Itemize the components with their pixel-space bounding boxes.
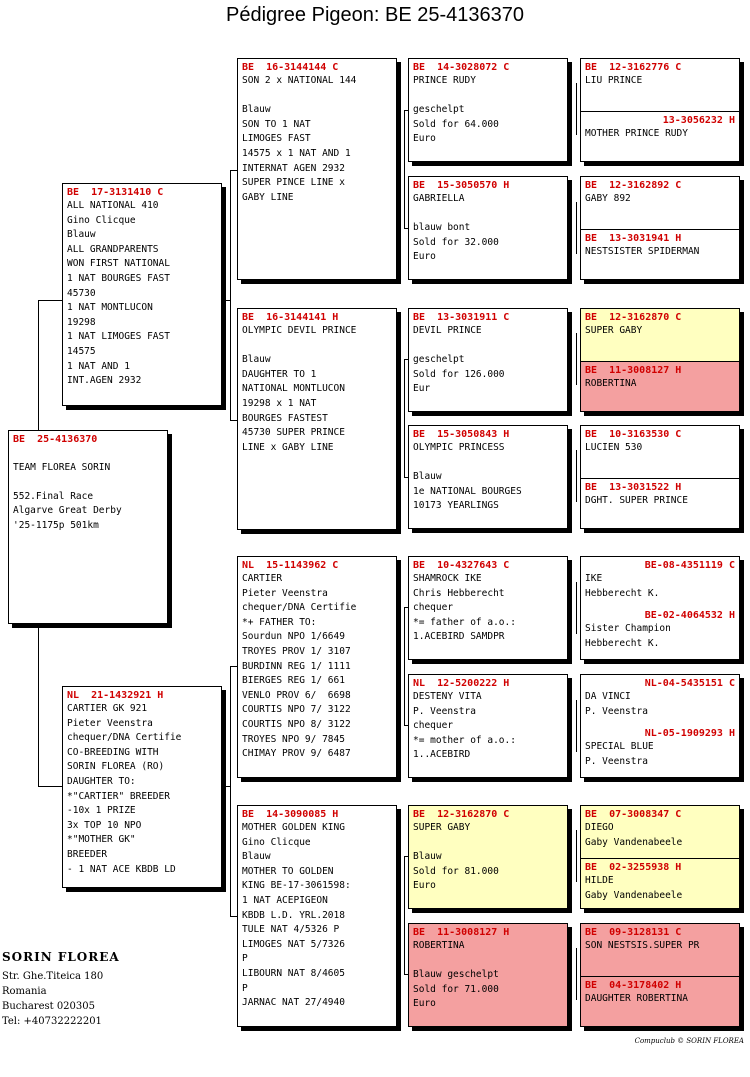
ancestor-pair-card xyxy=(580,176,740,280)
ring-number: BE 02-3255938 H xyxy=(585,862,682,873)
connector-line xyxy=(404,359,405,477)
ring-number: BE-08-4351119 C xyxy=(644,560,735,571)
pigeon-details: MOTHER GOLDEN KING Gino Clicque Blauw MOTHER TO GOLDEN KING BE-17-3061598: 1 NAT ACEPIGEON KBDB L.D. YRL.2018 TULE NAT 4/5326 P LIMOGES NAT 5/7326 P LIBOURN NAT 8/4605 P JARNAC NAT 27/4940 xyxy=(242,822,351,1009)
connector-line xyxy=(404,110,405,228)
connector-line xyxy=(576,948,577,1000)
connector-line xyxy=(576,830,577,882)
pigeon-details: SON NESTSIS.SUPER PR xyxy=(585,940,700,951)
connector-line xyxy=(230,170,231,420)
sire-dam-card xyxy=(237,308,397,530)
ring-number: BE 04-3178402 H xyxy=(585,980,682,991)
ancestor-pair-card xyxy=(580,58,740,162)
ring-number: BE 10-3163530 C xyxy=(585,429,682,440)
ring-number: BE 11-3008127 H xyxy=(585,365,682,376)
pigeon-details: NESTSISTER SPIDERMAN xyxy=(585,246,700,257)
connector-line xyxy=(38,300,39,433)
pigeon-details: LUCIEN 530 xyxy=(585,442,643,453)
ring-number: BE-02-4064532 H xyxy=(644,610,735,621)
connector-line xyxy=(230,916,237,917)
dam-sire-dam-card xyxy=(408,674,568,778)
ancestor-pair-card xyxy=(580,674,740,778)
owner-address: Str. Ghe.Titeica 180 Romania Bucharest 020305 Tel: +40732222201 xyxy=(2,971,104,1027)
footer-credit: Compuclub © SORIN FLOREA xyxy=(634,1037,744,1045)
ring-number: NL 12-5200222 H xyxy=(413,678,510,689)
connector-line xyxy=(38,786,62,787)
ring-number: BE 07-3008347 C xyxy=(585,809,682,820)
ring-number: NL 15-1143962 C xyxy=(242,560,339,571)
ring-number: BE 13-3031911 C xyxy=(413,312,510,323)
connector-line xyxy=(222,300,231,301)
pigeon-details: CARTIER Pieter Veenstra chequer/DNA Certifie *+ FATHER TO: Sourdun NPO 1/6649 TROYES PROV 1/ 3107 BURDINN REG 1/ 1111 BIERGES REG 1/ 661 VENLO PROV 6/ 6698 COURTIS NPO 7/ 3122 COURTIS NPO 8/ 3122 TROYES NPO 9/ 7845 CHIMAY PROV 9/ 6487 xyxy=(242,573,357,760)
owner-name: SORIN FLOREA xyxy=(2,950,120,964)
pigeon-details: Sister Champion Hebberecht K. xyxy=(585,623,671,649)
pigeon-details: SON 2 x NATIONAL 144 Blauw SON TO 1 NAT LIMOGES FAST 14575 x 1 NAT AND 1 INTERNAT AGEN 2932 SUPER PINCE LINE x GABY LINE xyxy=(242,75,357,203)
connector-line xyxy=(38,300,62,301)
pigeon-details: SUPER GABY xyxy=(585,325,643,336)
connector-line xyxy=(230,666,237,667)
dam-sire-card xyxy=(237,556,397,778)
pigeon-details: DA VINCI P. Veenstra xyxy=(585,691,648,717)
ancestor-pair-card xyxy=(580,556,740,660)
connector-line xyxy=(38,624,39,786)
connector-line xyxy=(576,450,577,502)
ring-number: BE 12-3162892 C xyxy=(585,180,682,191)
pigeon-details: DESTENY VITA P. Veenstra chequer *= mother of a.o.: 1..ACEBIRD xyxy=(413,691,516,761)
pigeon-details: LIU PRINCE xyxy=(585,75,643,86)
ancestor-pair-card xyxy=(580,805,740,909)
connector-line xyxy=(404,607,405,725)
dam-dam-dam-card xyxy=(408,923,568,1027)
ancestor-pair-card xyxy=(580,308,740,412)
pigeon-details: PRINCE RUDY geschelpt Sold for 64.000 Euro xyxy=(413,75,499,145)
connector-line xyxy=(576,700,577,752)
sire-sire-card xyxy=(237,58,397,280)
dam-dam-card xyxy=(237,805,397,1027)
subject-pigeon-card xyxy=(8,430,168,624)
dam-dam-sire-card xyxy=(408,805,568,909)
ring-number: NL-05-1909293 H xyxy=(644,728,735,739)
ring-number: BE 15-3050843 H xyxy=(413,429,510,440)
connector-line xyxy=(230,666,231,916)
connector-line xyxy=(576,83,577,135)
ring-number: BE 12-3162870 C xyxy=(585,312,682,323)
pigeon-details: DGHT. SUPER PRINCE xyxy=(585,495,688,506)
pigeon-details: SUPER GABY Blauw Sold for 81.000 Euro xyxy=(413,822,499,892)
ancestor-pair-card xyxy=(580,923,740,1027)
pigeon-details: DIEGO Gaby Vandenabeele xyxy=(585,822,683,848)
owner-info xyxy=(2,950,120,1029)
dam-sire-sire-card xyxy=(408,556,568,660)
pigeon-details: IKE Hebberecht K. xyxy=(585,573,660,599)
ring-number: BE 14-3028072 C xyxy=(413,62,510,73)
pigeon-details: ALL NATIONAL 410 Gino Clicque Blauw ALL GRANDPARENTS WON FIRST NATIONAL 1 NAT BOURGES FAST 45730 1 NAT MONTLUCON 19298 1 NAT LIMOGES FAST 14575 1 NAT AND 1 INT.AGEN 2932 xyxy=(67,200,170,387)
pigeon-details: GABRIELLA blauw bont Sold for 32.000 Euro xyxy=(413,193,499,263)
page-title: Pédigree Pigeon: BE 25-4136370 xyxy=(225,4,524,26)
sire-card xyxy=(62,183,222,406)
connector-line xyxy=(404,856,405,974)
ring-number: 13-3056232 H xyxy=(662,115,735,126)
ring-number: BE 25-4136370 xyxy=(13,434,98,445)
sire-sire-sire-card xyxy=(408,58,568,162)
pigeon-details: GABY 892 xyxy=(585,193,631,204)
ring-number: NL 21-1432921 H xyxy=(67,690,164,701)
ring-number: BE 17-3131410 C xyxy=(67,187,164,198)
pigeon-details: SHAMROCK IKE Chris Hebberecht chequer *= father of a.o.: 1.ACEBIRD SAMDPR xyxy=(413,573,516,643)
pigeon-details: HILDE Gaby Vandenabeele xyxy=(585,875,683,901)
ring-number: BE 09-3128131 C xyxy=(585,927,682,938)
ancestor-pair-card xyxy=(580,425,740,529)
ring-number: BE 13-3031522 H xyxy=(585,482,682,493)
sire-sire-dam-card xyxy=(408,176,568,280)
pigeon-details: OLYMPIC DEVIL PRINCE Blauw DAUGHTER TO 1 NATIONAL MONTLUCON 19298 x 1 NAT BOURGES FASTEST 45730 SUPER PRINCE LINE x GABY LINE xyxy=(242,325,357,453)
pigeon-details: CARTIER GK 921 Pieter Veenstra chequer/DNA Certifie CO-BREEDING WITH SORIN FLOREA (RO) DAUGHTER TO: *"CARTIER" BREEDER -10x 1 PRIZE 3x TOP 10 NPO *"MOTHER GK" BREEDER - 1 NAT ACE KBDB LD xyxy=(67,703,182,875)
connector-line xyxy=(576,333,577,385)
pigeon-details: SPECIAL BLUE P. Veenstra xyxy=(585,741,654,767)
ring-number: BE 14-3090085 H xyxy=(242,809,339,820)
pigeon-details: DAUGHTER ROBERTINA xyxy=(585,993,688,1004)
pigeon-details: MOTHER PRINCE RUDY xyxy=(585,128,688,139)
ring-number: BE 12-3162776 C xyxy=(585,62,682,73)
pigeon-details: DEVIL PRINCE geschelpt Sold for 126.000 Eur xyxy=(413,325,505,395)
dam-card xyxy=(62,686,222,888)
ring-number: BE 12-3162870 C xyxy=(413,809,510,820)
ring-number: BE 11-3008127 H xyxy=(413,927,510,938)
ring-number: BE 13-3031941 H xyxy=(585,233,682,244)
connector-line xyxy=(230,420,237,421)
connector-line xyxy=(230,170,237,171)
sire-dam-dam-card xyxy=(408,425,568,529)
connector-line xyxy=(222,786,231,787)
ring-number: BE 15-3050570 H xyxy=(413,180,510,191)
ring-number: BE 16-3144141 H xyxy=(242,312,339,323)
pigeon-details: TEAM FLOREA SORIN 552.Final Race Algarve Great Derby '25-1175p 501km xyxy=(13,461,122,531)
connector-line xyxy=(576,202,577,254)
sire-dam-sire-card xyxy=(408,308,568,412)
pigeon-details: ROBERTINA Blauw geschelpt Sold for 71.000 Euro xyxy=(413,940,499,1010)
pigeon-details: ROBERTINA xyxy=(585,378,637,389)
ring-number: NL-04-5435151 C xyxy=(644,678,735,689)
pigeon-details: OLYMPIC PRINCESS Blauw 1e NATIONAL BOURGES 10173 YEARLINGS xyxy=(413,442,522,512)
ring-number: BE 10-4327643 C xyxy=(413,560,510,571)
connector-line xyxy=(576,582,577,634)
ring-number: BE 16-3144144 C xyxy=(242,62,339,73)
